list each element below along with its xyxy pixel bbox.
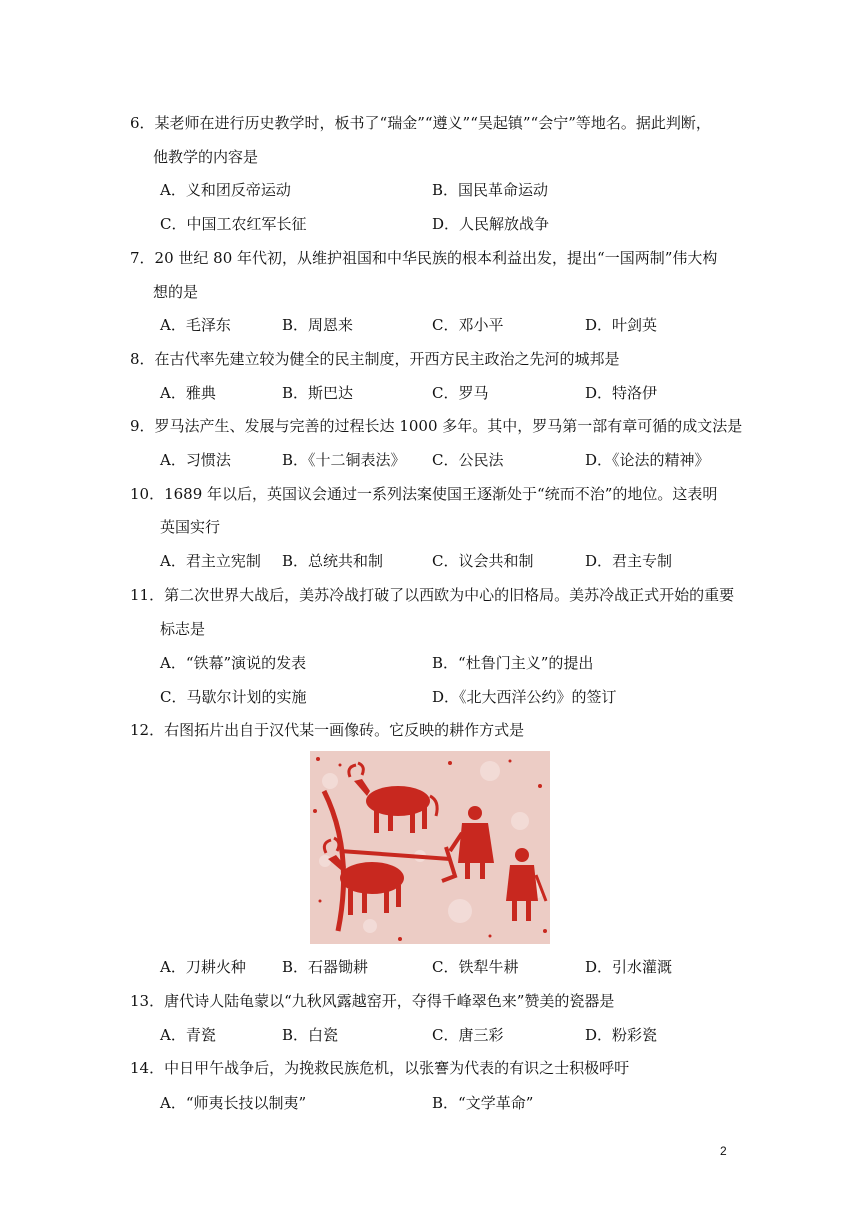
han-brick-rubbing-image [310,751,550,944]
q11-option-d: D．《北大西洋公约》的签订 [432,688,617,706]
q7-option-c: C．邓小平 [432,316,504,334]
q13-option-a: A．青瓷 [160,1026,216,1044]
q6-option-c: C．中国工农红军长征 [160,215,307,233]
q6-stem-line2: 他教学的内容是 [153,148,259,166]
q9-option-d: D．《论法的精神》 [585,451,710,469]
q7-stem-line1: 7．20 世纪 80 年代初，从维护祖国和中华民族的根本利益出发，提出“一国两制”伟大构 [130,249,718,267]
q11-stem-line1: 11．第二次世界大战后，美苏冷战打破了以西欧为中心的旧格局。美苏冷战正式开始的重要 [130,586,735,604]
q11-stem-line2: 标志是 [160,620,206,638]
q9-option-c: C．公民法 [432,451,504,469]
q11-option-c: C．马歇尔计划的实施 [160,688,307,706]
q8-option-d: D．特洛伊 [585,384,658,402]
q13-option-b: B．白瓷 [282,1026,339,1044]
q10-stem-line2: 英国实行 [160,518,221,536]
q8-option-b: B．斯巴达 [282,384,354,402]
q6-option-b: B．国民革命运动 [432,181,549,199]
q6-stem-line1: 6．某老师在进行历史教学时，板书了“瑞金”“遵义”“吴起镇”“会宁”等地名。据此判断， [130,114,711,132]
q8-stem-line1: 8．在古代率先建立较为健全的民主制度，开西方民主政治之先河的城邦是 [130,350,620,368]
q13-option-d: D．粉彩瓷 [585,1026,658,1044]
q7-option-a: A．毛泽东 [160,316,231,334]
q12-option-c: C．铁犁牛耕 [432,958,519,976]
q7-option-d: D．叶剑英 [585,316,658,334]
q11-option-a: A．“铁幕”演说的发表 [160,654,307,672]
q12-option-b: B．石器锄耕 [282,958,369,976]
q14-stem-line1: 14．中日甲午战争后，为挽救民族危机，以张謇为代表的有识之士积极呼吁 [130,1059,630,1077]
q12-option-a: A．刀耕火种 [160,958,246,976]
q10-stem-line1: 10．1689 年以后，英国议会通过一系列法案使国王逐渐处于“统而不治”的地位。这表明 [130,485,718,503]
q9-option-b: B．《十二铜表法》 [282,451,406,469]
q10-option-d: D．君主专制 [585,552,673,570]
q9-option-a: A．习惯法 [160,451,231,469]
q7-stem-line2: 想的是 [153,283,199,301]
q14-option-b: B．“文学革命” [432,1094,534,1112]
q12-option-d: D．引水灌溉 [585,958,673,976]
q9-stem-line1: 9．罗马法产生、发展与完善的过程长达 1000 多年。其中，罗马第一部有章可循的成文法是 [130,417,743,435]
q13-option-c: C．唐三彩 [432,1026,504,1044]
q8-option-a: A．雅典 [160,384,216,402]
q11-option-b: B．“杜鲁门主义”的提出 [432,654,594,672]
q6-option-d: D．人民解放战争 [432,215,550,233]
q10-option-b: B．总统共和制 [282,552,384,570]
q6-option-a: A．义和团反帝运动 [160,181,291,199]
q10-option-a: A．君主立宪制 [160,552,261,570]
q10-option-c: C．议会共和制 [432,552,534,570]
page-number: 2 [720,1144,727,1158]
q8-option-c: C．罗马 [432,384,489,402]
q13-stem-line1: 13．唐代诗人陆龟蒙以“九秋风露越窑开，夺得千峰翠色来”赞美的瓷器是 [130,992,615,1010]
q7-option-b: B．周恩来 [282,316,354,334]
q12-stem-line1: 12．右图拓片出自于汉代某一画像砖。它反映的耕作方式是 [130,721,525,739]
q14-option-a: A．“师夷长技以制夷” [160,1094,307,1112]
